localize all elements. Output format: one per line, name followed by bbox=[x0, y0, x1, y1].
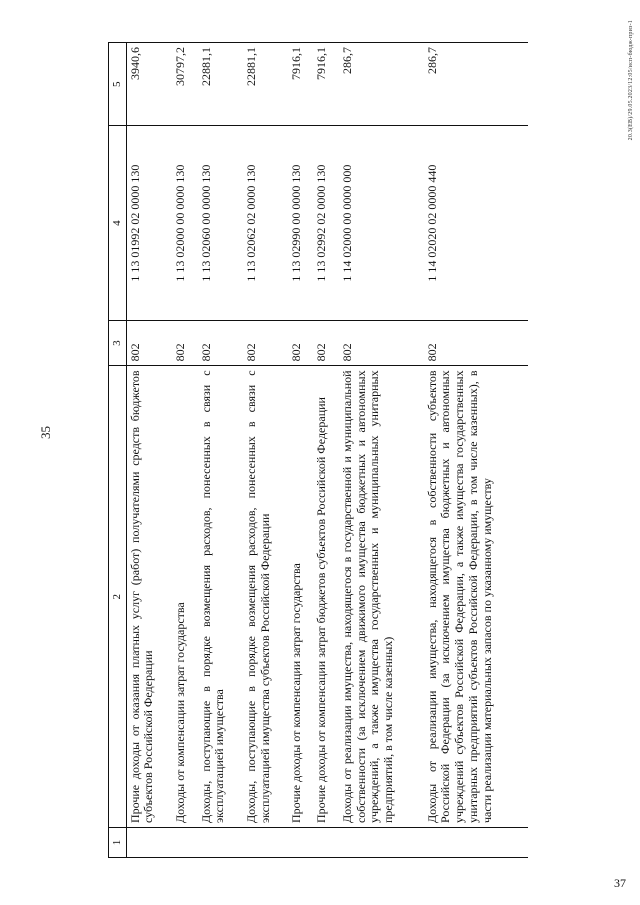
table-cell-c2: Прочие доходы от компенсации затрат государства bbox=[288, 366, 313, 828]
table-cell-c3: 802 bbox=[198, 320, 243, 366]
table-cell-c4: 1 14 02000 00 0000 000 bbox=[339, 126, 424, 320]
table-cell-c1 bbox=[339, 828, 424, 858]
table-cell-c4: 1 14 02020 02 0000 440 bbox=[424, 126, 528, 320]
table-cell-c2: Доходы от компенсации затрат государства bbox=[172, 366, 197, 828]
table-header-row bbox=[109, 43, 127, 858]
table-cell-c3: 802 bbox=[339, 320, 424, 366]
column-header-2: 2 bbox=[109, 366, 127, 828]
table-cell-c1 bbox=[424, 828, 528, 858]
table-cell-c3: 802 bbox=[424, 320, 528, 366]
table-cell-c5: 7916,1 bbox=[313, 43, 338, 127]
table-cell-c5: 286,7 bbox=[424, 43, 528, 127]
table-cell-c3: 802 bbox=[172, 320, 197, 366]
table-cell-c2: Прочие доходы от оказания платных услуг (работ) получателями средств бюджетов субъектов Российской Федерации bbox=[126, 366, 172, 828]
table-cell-c4: 1 13 01992 02 0000 130 bbox=[126, 126, 172, 320]
table-cell-c3: 802 bbox=[313, 320, 338, 366]
table-row bbox=[126, 43, 172, 858]
table-cell-c1 bbox=[126, 828, 172, 858]
rotated-table-container bbox=[108, 42, 528, 858]
column-header-5: 5 bbox=[109, 43, 127, 127]
table-row bbox=[424, 43, 528, 858]
table-cell-c5: 7916,1 bbox=[288, 43, 313, 127]
page-number-rotated: 35 bbox=[38, 426, 53, 439]
table-cell-c5: 30797,2 bbox=[172, 43, 197, 127]
table-cell-c1 bbox=[288, 828, 313, 858]
document-code: 20.3(ЕВ)/29.05.2023/12:05/исп-бюдж-приз-1 bbox=[628, 20, 634, 141]
column-header-3: 3 bbox=[109, 320, 127, 366]
table-row bbox=[243, 43, 288, 858]
table-cell-c4: 1 13 02992 02 0000 130 bbox=[313, 126, 338, 320]
table-row bbox=[172, 43, 197, 858]
table-row bbox=[288, 43, 313, 858]
table-row bbox=[339, 43, 424, 858]
page-number-bottom: 37 bbox=[614, 876, 626, 890]
table-cell-c4: 1 13 02990 00 0000 130 bbox=[288, 126, 313, 320]
table-cell-c4: 1 13 02000 00 0000 130 bbox=[172, 126, 197, 320]
table-cell-c5: 22881,1 bbox=[243, 43, 288, 127]
table-cell-c4: 1 13 02062 02 0000 130 bbox=[243, 126, 288, 320]
table-body bbox=[126, 43, 528, 858]
table-cell-c2: Доходы, поступающие в порядке возмещения расходов, понесенных в связи с эксплуатацией имущества субъектов Российской Федерации bbox=[243, 366, 288, 828]
column-header-4: 4 bbox=[109, 126, 127, 320]
table-cell-c1 bbox=[243, 828, 288, 858]
table-cell-c5: 22881,1 bbox=[198, 43, 243, 127]
table-cell-c3: 802 bbox=[126, 320, 172, 366]
column-header-1: 1 bbox=[109, 828, 127, 858]
table-cell-c2: Доходы, поступающие в порядке возмещения расходов, понесенных в связи с эксплуатацией имущества bbox=[198, 366, 243, 828]
table-cell-c3: 802 bbox=[243, 320, 288, 366]
table-cell-c2: Доходы от реализации имущества, находящегося в государственной и муниципальной собственности (за исключением движимого имущества бюджетных и автономных учреждений, а также имущества государственных и муниципальных унитарных предприятий, в том числе казенных) bbox=[339, 366, 424, 828]
table-cell-c3: 802 bbox=[288, 320, 313, 366]
table-row bbox=[198, 43, 243, 858]
table-cell-c1 bbox=[313, 828, 338, 858]
table-cell-c2: Прочие доходы от компенсации затрат бюджетов субъектов Российской Федерации bbox=[313, 366, 338, 828]
table-cell-c5: 286,7 bbox=[339, 43, 424, 127]
revenue-table bbox=[108, 42, 528, 858]
table-cell-c5: 3940,6 bbox=[126, 43, 172, 127]
table-cell-c1 bbox=[172, 828, 197, 858]
table-cell-c2: Доходы от реализации имущества, находящегося в собственности субъектов Российской Федерации (за исключением имущества бюджетных и автономных учреждений субъектов Российской Федерации, а также имущества государственных унитарных предприятий субъектов Российской Федерации, в том числе казенных), в части реализации материальных запасов по указанному имуществу bbox=[424, 366, 528, 828]
table-cell-c1 bbox=[198, 828, 243, 858]
table-row bbox=[313, 43, 338, 858]
table-cell-c4: 1 13 02060 00 0000 130 bbox=[198, 126, 243, 320]
